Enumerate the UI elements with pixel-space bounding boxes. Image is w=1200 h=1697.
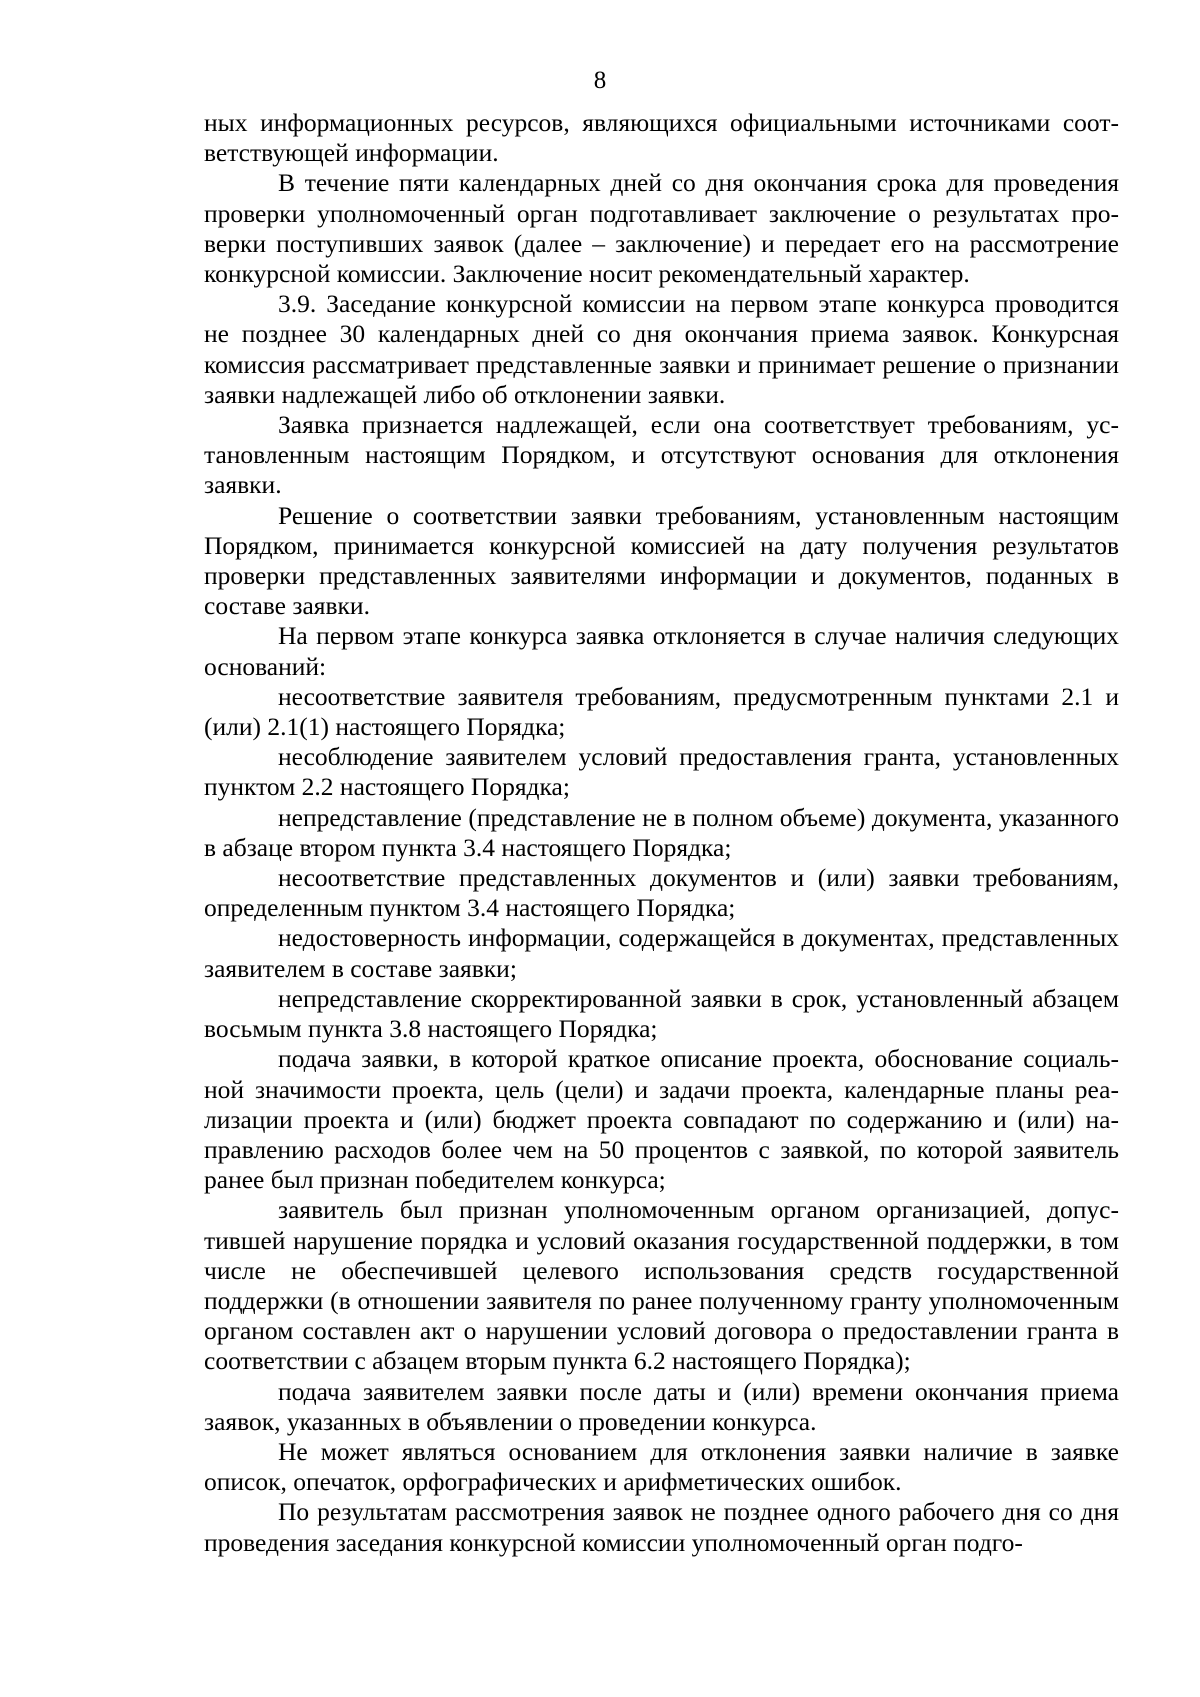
paragraph-rejection-grounds-intro: На первом этапе конкурса заявка отклоняется в случае наличия следующих оснований: [204,621,1119,681]
list-item-ground-8: заявитель был признан уполномоченным органом организацией, допустившей нарушение порядка и условий оказания государственной поддержки, в том числе не обеспечившей целевого использования средств государственной поддержки (в отношении заявителя по ранее полученному гранту уполномоченным органом составлен акт о нарушении условий договора о предоставлении гранта в соответствии с абзацем вторым пункта 6.2 настоящего Порядка); [204,1195,1119,1376]
paragraph-proper-application: Заявка признается надлежащей, если она соответствует требованиям, установленным настоящим Порядком, и отсутствуют основания для отклонения заявки. [204,410,1119,500]
paragraph-section-3-9: 3.9. Заседание конкурсной комиссии на первом этапе конкурса проводится не позднее 30 календарных дней со дня окончания приема заявок. Конкурсная комиссия рассматривает представленные заявки и принимает решение о признании заявки надлежащей либо об отклонении заявки. [204,289,1119,409]
list-item-ground-6: непредставление скорректированной заявки в срок, установленный абзацем восьмым пункта 3.8 настоящего Порядка; [204,983,1119,1044]
list-item-ground-9: подача заявителем заявки после даты и (или) времени окончания приема заявок, указанных в объявлении о проведении конкурса. [204,1376,1119,1436]
list-item-ground-1: несоответствие заявителя требованиям, предусмотренным пунктами 2.1 и (или) 2.1(1) настоящего Порядка; [204,681,1119,742]
paragraph-continuation: ных информационных ресурсов, являющихся официальными источниками соответствующей информации. [204,108,1119,168]
list-item-ground-7: подача заявки, в которой краткое описание проекта, обоснование социальной значимости проекта, цель (цели) и задачи проекта, календарные планы реализации проекта и (или) бюджет проекта совпадают по содержанию и (или) направлению расходов более чем на 50 процентов с заявкой, по которой заявитель ранее был признан победителем конкурса; [204,1044,1119,1195]
paragraph-conclusion-deadline: В течение пяти календарных дней со дня окончания срока для проведения проверки уполномоченный орган подготавливает заключение о результатах проверки поступивших заявок (далее – заключение) и передает его на рассмотрение конкурсной комиссии. Заключение носит рекомендательный характер. [204,168,1119,289]
paragraph-typos-not-grounds: Не может являться основанием для отклонения заявки наличие в заявке описок, опечаток, орфографических и арифметических ошибок. [204,1436,1119,1497]
paragraph-compliance-decision: Решение о соответствии заявки требованиям, установленным настоящим Порядком, принимается конкурсной комиссией на дату получения результатов проверки представленных заявителями информации и документов, поданных в составе заявки. [204,500,1119,621]
list-item-ground-5: недостоверность информации, содержащейся в документах, представленных заявителем в составе заявки; [204,923,1119,983]
list-item-ground-4: несоответствие представленных документов и (или) заявки требованиям, определенным пунктом 3.4 настоящего Порядка; [204,863,1119,923]
page-number: 8 [593,67,607,94]
list-item-ground-2: несоблюдение заявителем условий предоставления гранта, установленных пунктом 2.2 настоящего Порядка; [204,742,1119,802]
paragraph-review-results: По результатам рассмотрения заявок не позднее одного рабочего дня со дня проведения заседания конкурсной комиссии уполномоченный орган подго- [204,1497,1119,1557]
list-item-ground-3: непредставление (представление не в полном объеме) документа, указанного в абзаце втором пункта 3.4 настоящего Порядка; [204,802,1119,862]
document-body [204,108,1119,1558]
